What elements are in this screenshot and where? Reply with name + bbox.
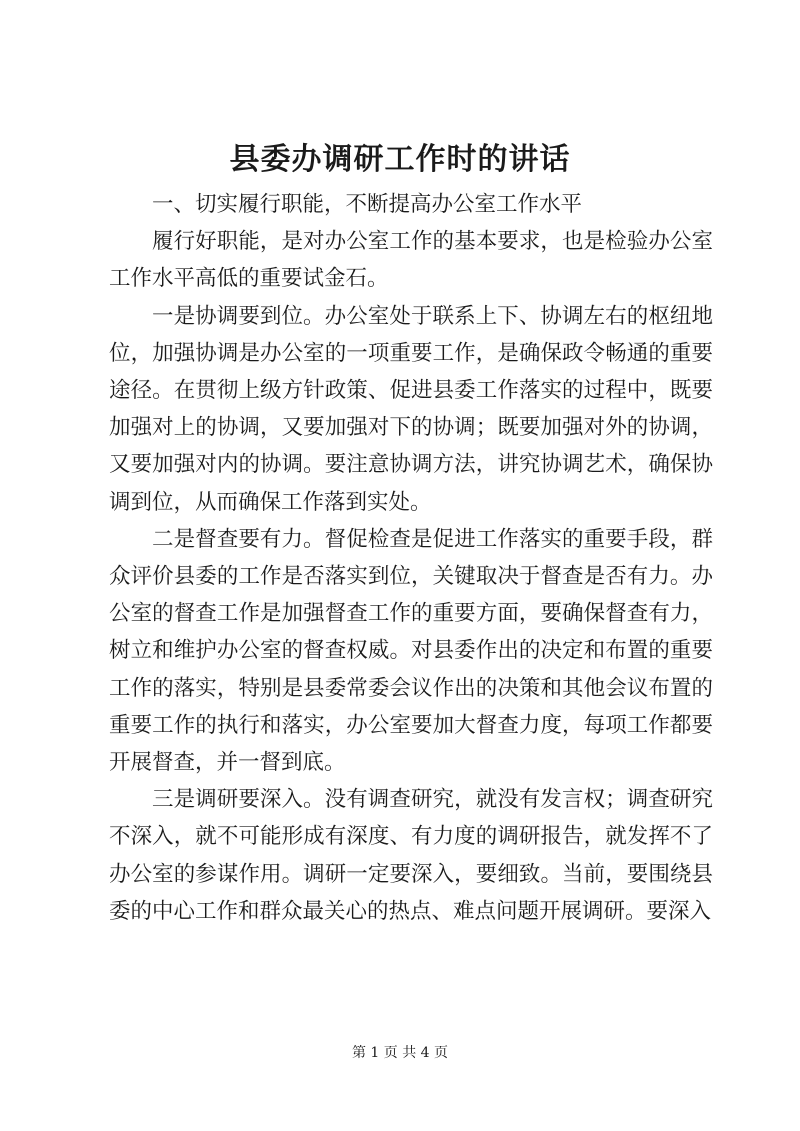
- page-title: 县委办调研工作时的讲话: [229, 142, 571, 177]
- page-footer: 第 1 页 共 4 页: [351, 1045, 449, 1061]
- document-body: [109, 186, 713, 930]
- paragraph: 三是调研要深入。没有调查研究，就没有发言权；调查研究不深入，就不可能形成有深度、有力度的调研报告，就发挥不了办公室的参谋作用。调研一定要深入，要细致。当前，要围绕县委的中心工作和群众最关心的热点、难点问题开展调研。要深入: [109, 787, 713, 924]
- section-heading: 一、切实履行职能，不断提高办公室工作水平: [152, 192, 583, 217]
- paragraph: 二是督查要有力。督促检查是促进工作落实的重要手段，群众评价县委的工作是否落实到位，关键取决于督查是否有力。办公室的督查工作是加强督查工作的重要方面，要确保督查有力，树立和维护办公室的督查权威。对县委作出的决定和布置的重要工作的落实，特别是县委常委会议作出的决策和其他会议布置的重要工作的执行和落实，办公室要加大督查力度，每项工作都要开展督查，并一督到底。: [109, 526, 713, 776]
- paragraph: 一是协调要到位。办公室处于联系上下、协调左右的枢纽地位，加强协调是办公室的一项重要工作，是确保政令畅通的重要途径。在贯彻上级方针政策、促进县委工作落实的过程中，既要加强对上的协调，又要加强对下的协调；既要加强对外的协调，又要加强对内的协调。要注意协调方法，讲究协调艺术，确保协调到位，从而确保工作落到实处。: [109, 303, 713, 515]
- paragraph: 履行好职能，是对办公室工作的基本要求，也是检验办公室工作水平高低的重要试金石。: [109, 229, 713, 292]
